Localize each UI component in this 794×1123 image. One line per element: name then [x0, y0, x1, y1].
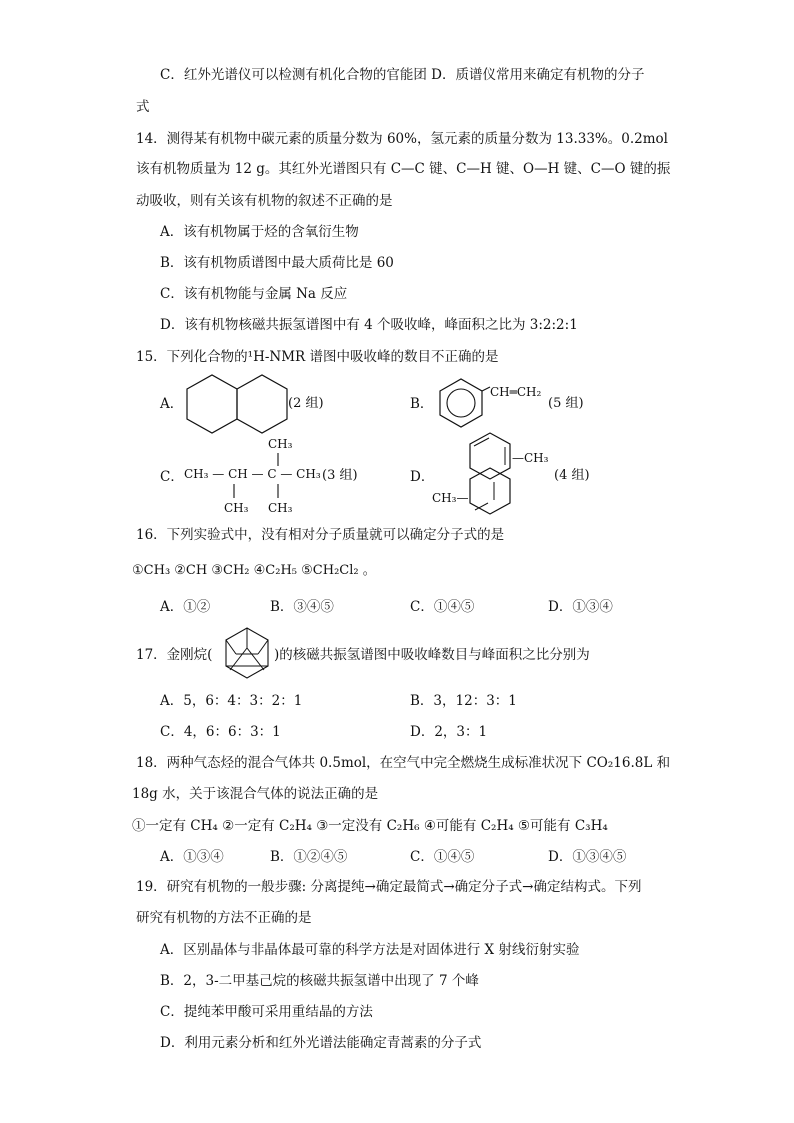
q15-option-d-letter: D．	[410, 469, 435, 485]
naphthalene-structure	[458, 432, 528, 522]
q18-option-c: C．①④⑤	[410, 849, 475, 865]
q15-stem: 15．下列化合物的¹H-NMR 谱图中吸收峰的数目不正确的是	[136, 349, 499, 365]
q14-option-d: D．该有机物核磁共振氢谱图中有 4 个吸收峰，峰面积之比为 3:2:2:1	[160, 317, 578, 333]
q17-option-b: B．3，12：3：1	[410, 693, 517, 709]
q15-option-b-note: (5 组)	[548, 396, 584, 411]
q15-option-a-letter: A．	[160, 396, 184, 412]
q16-option-d: D．①③④	[548, 599, 613, 615]
q15-option-d-methyl-1: —CH₃	[512, 451, 549, 465]
q15-option-b-vinyl: CH═CH₂	[490, 385, 542, 399]
q14-stem-2: 该有机物质量为 12 g。其红外光谱图只有 C—C 键、C—H 键、O—H 键、C—O 键的振	[136, 161, 671, 177]
q16-stem: 16．下列实验式中，没有相对分子质量就可以确定分子式的是	[136, 527, 505, 543]
q15-option-d-note: (4 组)	[554, 468, 590, 483]
q15-option-c-letter: C．	[160, 469, 184, 485]
q14-option-b: B．该有机物质谱图中最大质荷比是 60	[160, 255, 394, 271]
q18-option-b: B．①②④⑤	[270, 849, 348, 865]
q15-option-c-note: (3 组)	[322, 468, 358, 483]
q15-option-b-letter: B．	[410, 396, 434, 412]
q19-option-c: C．提纯苯甲酸可采用重结晶的方法	[160, 1004, 373, 1020]
decalin-structure	[182, 374, 292, 434]
q18-option-d: D．①③④⑤	[548, 849, 627, 865]
q14-option-a: A．该有机物属于烃的含氧衍生物	[160, 224, 359, 240]
q16-option-a: A．①②	[160, 599, 211, 615]
q17-option-a: A．5，6：4：3：2：1	[160, 693, 303, 709]
q16-option-b: B．③④⑤	[270, 599, 334, 615]
q15-option-c-chain: CH₃ — CH — C — CH₃	[184, 467, 321, 481]
q14-stem-3: 动吸收，则有关该有机物的叙述不正确的是	[136, 193, 393, 209]
q19-option-b: B．2，3-二甲基己烷的核磁共振氢谱中出现了 7 个峰	[160, 973, 479, 989]
q18-stem-2: 18g 水，关于该混合气体的说法正确的是	[132, 786, 379, 802]
q17-stem-end: )的核磁共振氢谱图中吸收峰数目与峰面积之比分别为	[274, 647, 590, 663]
q15-option-d-methyl-2: CH₃—	[432, 491, 469, 505]
q13-option-c-d: C．红外光谱仪可以检测有机化合物的官能团 D．质谱仪常用来确定有机物的分子	[160, 67, 645, 83]
q15-option-c-bottom-methyl-1: CH₃	[224, 501, 249, 515]
q18-option-a: A．①③④	[160, 849, 224, 865]
benzene-ring	[432, 379, 492, 429]
q19-option-a: A．区别晶体与非晶体最可靠的科学方法是对固体进行 X 射线衍射实验	[160, 942, 580, 958]
q19-stem-1: 19．研究有机物的一般步骤: 分离提纯→确定最简式→确定分子式→确定结构式。下列	[136, 879, 642, 895]
q15-option-c-top-methyl: CH₃	[268, 437, 293, 451]
q14-stem-1: 14．测得某有机物中碳元素的质量分数为 60%，氢元素的质量分数为 13.33%。0.2mol	[136, 131, 668, 147]
q17-option-d: D．2，3：1	[410, 724, 488, 740]
q15-option-c-bottom-methyl-2: CH₃	[268, 501, 293, 515]
adamantane-structure	[222, 626, 272, 682]
q17-option-c: C．4，6：6：3：1	[160, 724, 281, 740]
q16-formulas: ①CH₃ ②CH ③CH₂ ④C₂H₅ ⑤CH₂Cl₂ 。	[132, 563, 376, 578]
q15-option-c-bonds	[220, 440, 300, 510]
q19-option-d: D．利用元素分析和红外光谱法能确定青蒿素的分子式	[160, 1035, 482, 1051]
q18-statements: ①一定有 CH₄ ②一定有 C₂H₄ ③一定没有 C₂H₆ ④可能有 C₂H₄ ⑤可能有 C₃H₄	[132, 818, 608, 834]
q17-stem-start: 17．金刚烷(	[136, 647, 213, 663]
q18-stem-1: 18．两种气态烃的混合气体共 0.5mol，在空气中完全燃烧生成标准状况下 CO₂16.8L 和	[136, 755, 671, 771]
q14-option-c: C．该有机物能与金属 Na 反应	[160, 286, 348, 302]
q16-option-c: C．①④⑤	[410, 599, 475, 615]
q19-stem-2: 研究有机物的方法不正确的是	[136, 910, 312, 926]
q15-option-a-note: (2 组)	[288, 396, 324, 411]
q13-tail: 式	[136, 99, 150, 115]
